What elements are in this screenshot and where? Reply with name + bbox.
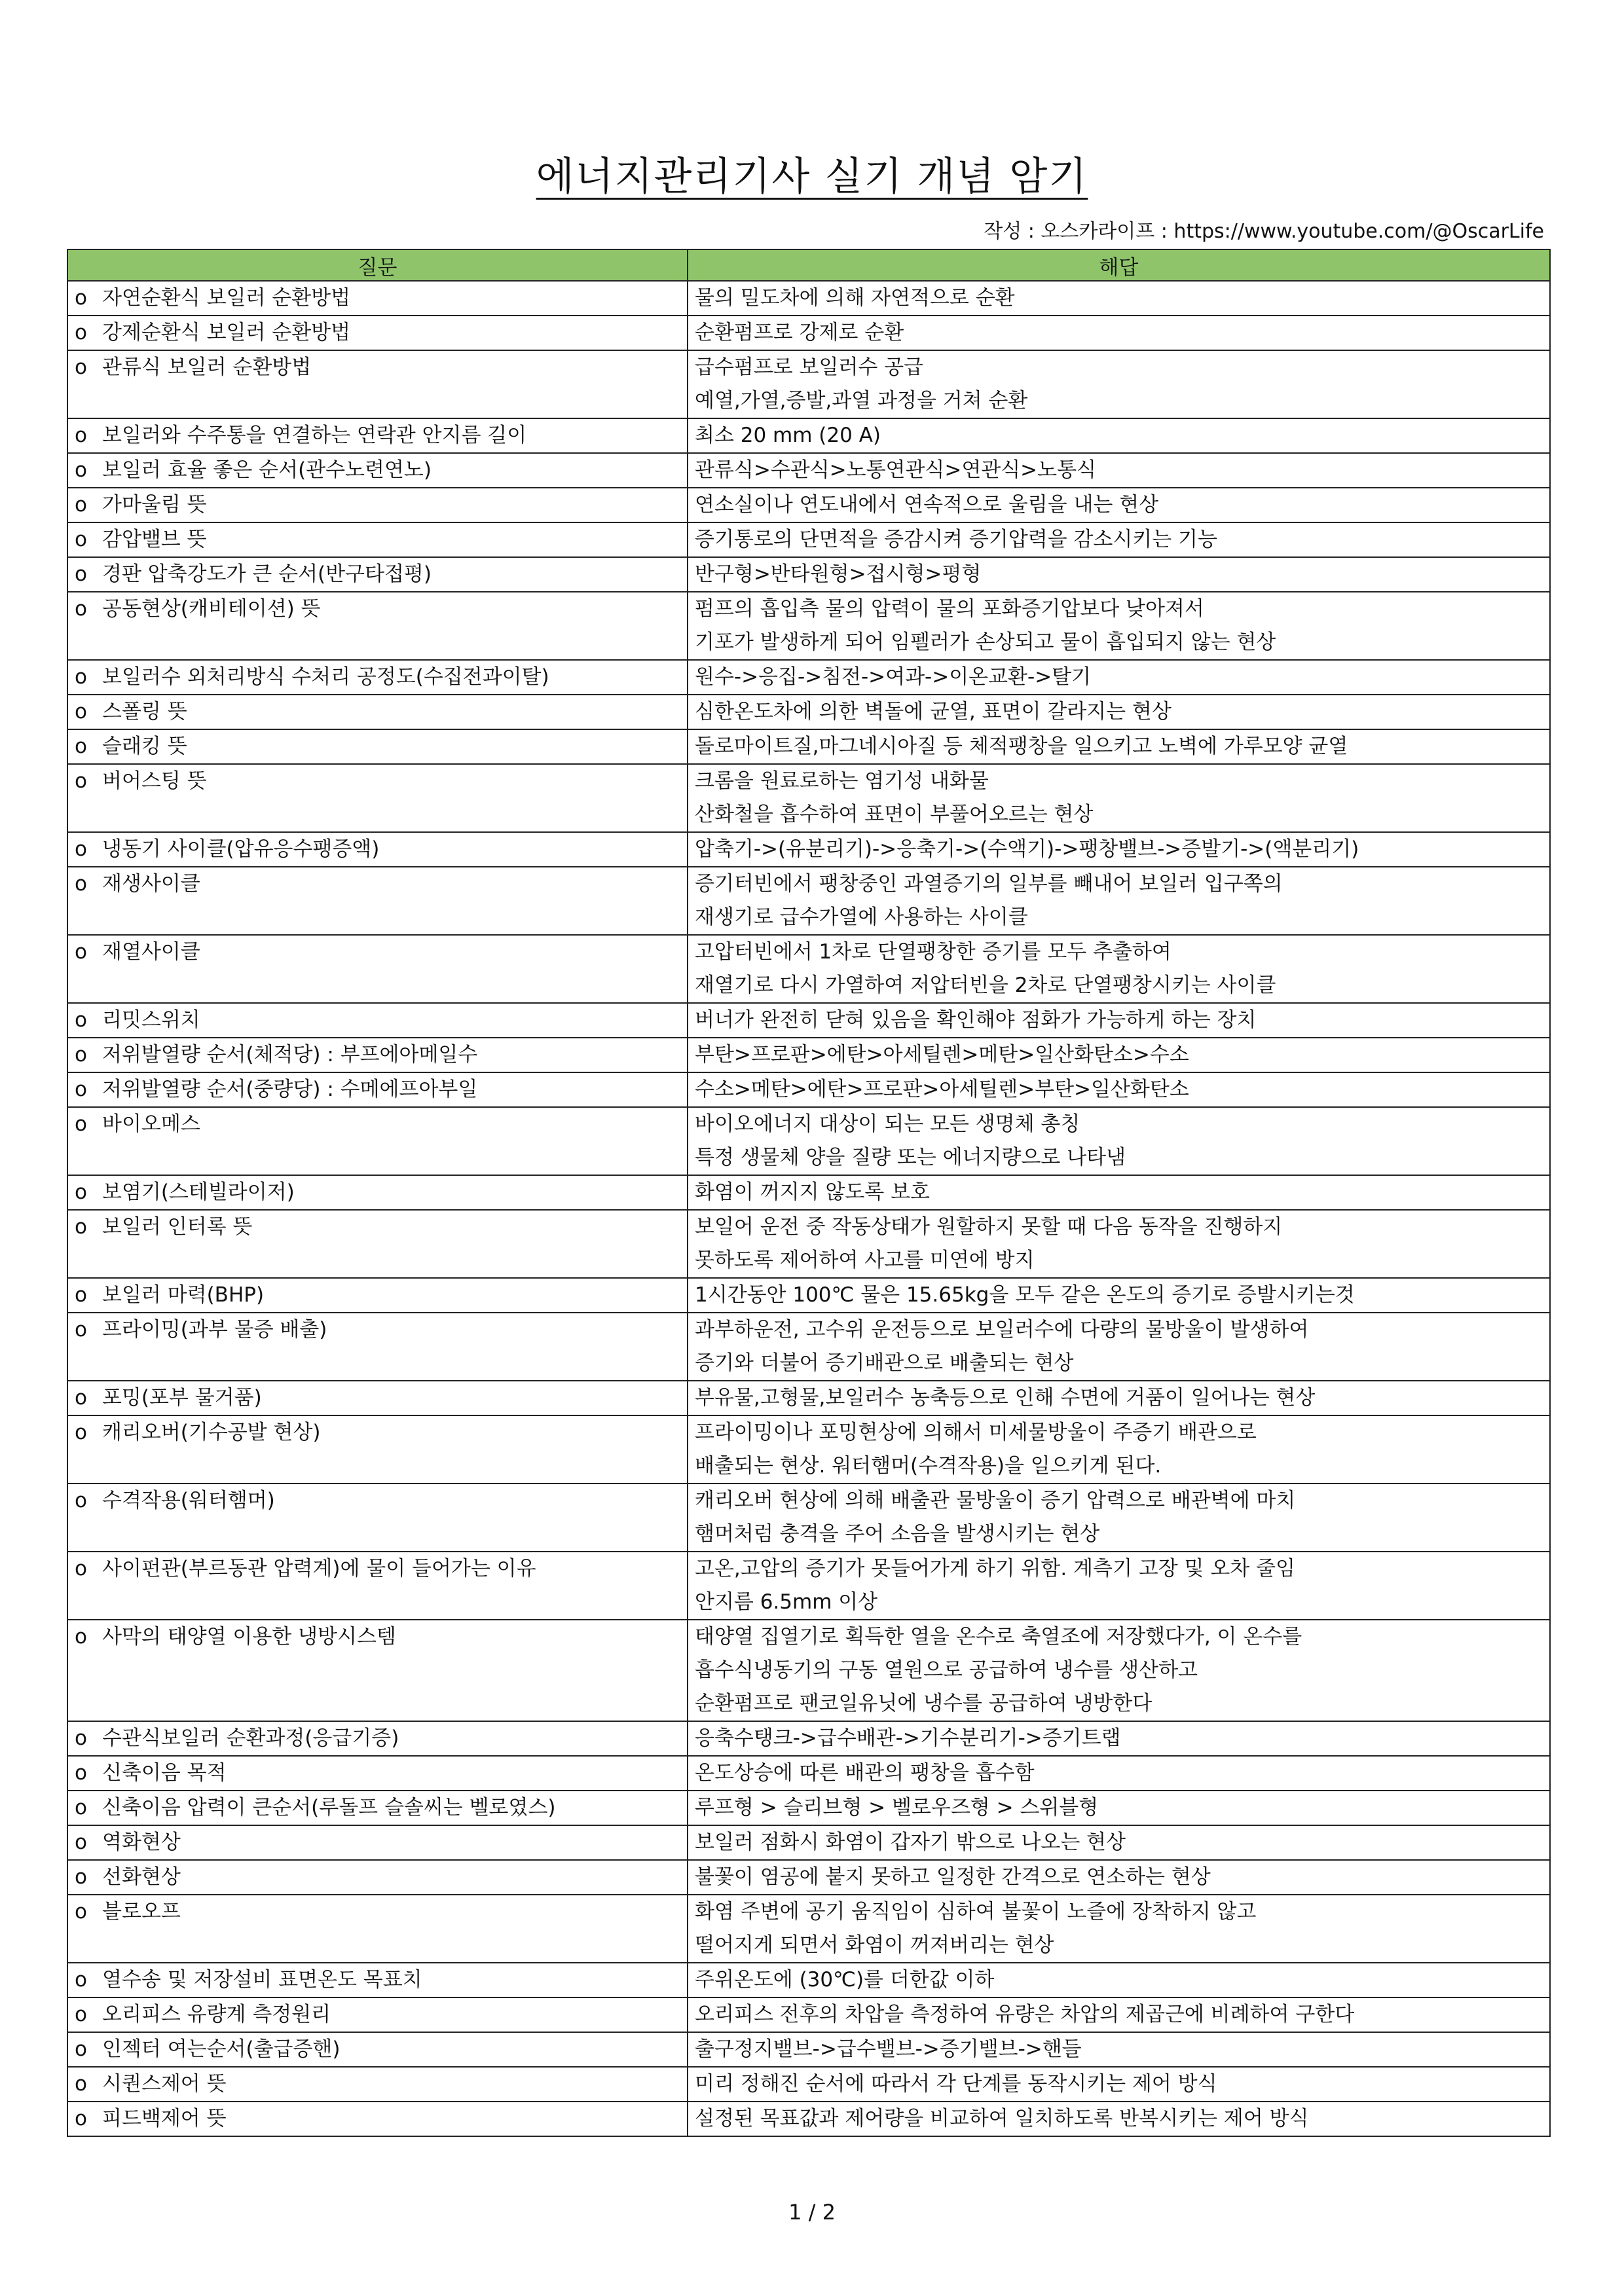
answer-line: 크롬을 원료로하는 염기성 내화물 <box>695 769 989 793</box>
question-cell <box>67 832 688 867</box>
question-text: 피드백제어 뜻 <box>102 2107 227 2130</box>
table-body <box>67 281 1550 2136</box>
table-row <box>67 557 1550 592</box>
question-text: 재생사이클 <box>102 872 200 896</box>
answer-line: 기포가 발생하게 되어 임펠러가 손상되고 물이 흡입되지 않는 현상 <box>695 630 1276 654</box>
answer-cell <box>688 1860 1550 1895</box>
question-cell <box>67 764 688 832</box>
answer-cell <box>688 488 1550 522</box>
answer-cell <box>688 2102 1550 2136</box>
answer-line: 압축기->(유분리기)->응축기->(수액기)->팽창밸브->증발기->(액분리기) <box>695 837 1359 861</box>
table-row <box>67 488 1550 522</box>
question-text: 가마울림 뜻 <box>102 493 207 517</box>
table-row <box>67 1484 1550 1552</box>
answer-line: 수소>메탄>에탄>프로판>아세틸렌>부탄>일산화탄소 <box>695 1078 1189 1101</box>
question-cell <box>67 418 688 453</box>
question-text: 선화현상 <box>102 1865 181 1889</box>
table-row <box>67 867 1550 935</box>
table-row <box>67 2032 1550 2067</box>
answer-line: 증기통로의 단면적을 증감시켜 증기압력을 감소시키는 기능 <box>695 528 1217 551</box>
answer-line: 고온,고압의 증기가 못들어가게 하기 위함. 계측기 고장 및 오차 줄임 <box>695 1557 1295 1580</box>
answer-line: 배출되는 현상. 워터햄머(수격작용)을 일으키게 된다. <box>695 1454 1162 1478</box>
question-cell <box>67 1895 688 1963</box>
answer-line: 펌프의 흡입측 물의 압력이 물의 포화증기압보다 낮아져서 <box>695 597 1204 621</box>
answer-cell <box>688 2067 1550 2102</box>
table-row <box>67 350 1550 418</box>
question-cell <box>67 729 688 764</box>
page-number: 1 / 2 <box>788 2200 836 2225</box>
table-header-row <box>67 249 1550 281</box>
answer-cell <box>688 1313 1550 1381</box>
bullet-icon: o <box>75 665 87 689</box>
table-row <box>67 1415 1550 1484</box>
header-question: 질문 <box>67 249 688 281</box>
question-text: 저위발열량 순서(체적당) : 부프에아메일수 <box>102 1043 478 1066</box>
table-row <box>67 592 1550 660</box>
bullet-icon: o <box>75 735 87 758</box>
answer-line: 보일어 운전 중 작동상태가 원할하지 못할 때 다음 동작을 진행하지 <box>695 1215 1283 1239</box>
answer-cell <box>688 592 1550 660</box>
table-row <box>67 832 1550 867</box>
answer-cell <box>688 832 1550 867</box>
bullet-icon: o <box>75 562 87 586</box>
answer-cell <box>688 1072 1550 1107</box>
bullet-icon: o <box>75 837 87 861</box>
question-text: 보일러 인터록 뜻 <box>102 1215 253 1239</box>
bullet-icon: o <box>75 286 87 310</box>
question-text: 보일러수 외처리방식 수처리 공정도(수집전과이탈) <box>102 665 549 689</box>
answer-cell <box>688 1552 1550 1620</box>
question-text: 냉동기 사이클(압유응수팽증액) <box>102 837 380 861</box>
table-row <box>67 1072 1550 1107</box>
answer-line: 재열기로 다시 가열하여 저압터빈을 2차로 단열팽창시키는 사이클 <box>695 974 1276 997</box>
answer-line: 떨어지게 되면서 화염이 꺼져버리는 현상 <box>695 1933 1054 1957</box>
bullet-icon: o <box>75 597 87 621</box>
answer-line: 버너가 완전히 닫혀 있음을 확인해야 점화가 가능하게 하는 장치 <box>695 1008 1257 1032</box>
question-text: 포밍(포부 물거품) <box>102 1386 262 1410</box>
answer-cell <box>688 1825 1550 1860</box>
bullet-icon: o <box>75 872 87 896</box>
table-row <box>67 695 1550 729</box>
bullet-icon: o <box>75 1318 87 1341</box>
question-text: 저위발열량 순서(중량당) : 수메에프아부일 <box>102 1078 478 1101</box>
answer-line: 화염 주변에 공기 움직임이 심하여 불꽃이 노즐에 장착하지 않고 <box>695 1900 1257 1923</box>
answer-line: 캐리오버 현상에 의해 배출관 물방울이 증기 압력으로 배관벽에 마치 <box>695 1489 1296 1512</box>
question-text: 바이오메스 <box>102 1112 200 1136</box>
answer-line: 흡수식냉동기의 구동 열원으로 공급하여 냉수를 생산하고 <box>695 1658 1198 1682</box>
bullet-icon: o <box>75 1831 87 1854</box>
question-cell <box>67 350 688 418</box>
answer-cell <box>688 1381 1550 1415</box>
answer-cell <box>688 2032 1550 2067</box>
table-row <box>67 1210 1550 1278</box>
question-cell <box>67 1210 688 1278</box>
question-text: 사이펀관(부르동관 압력계)에 물이 들어가는 이유 <box>102 1557 536 1580</box>
question-cell <box>67 453 688 488</box>
question-text: 인젝터 여는순서(출급증핸) <box>102 2037 341 2061</box>
answer-line: 프라이밍이나 포밍현상에 의해서 미세물방울이 주증기 배관으로 <box>695 1421 1257 1444</box>
answer-cell <box>688 695 1550 729</box>
question-text: 경판 압축강도가 큰 순서(반구타접평) <box>102 562 432 586</box>
question-text: 사막의 태양열 이용한 냉방시스템 <box>102 1625 396 1649</box>
qa-table <box>67 249 1551 2137</box>
answer-line: 온도상승에 따른 배관의 팽창을 흡수함 <box>695 1761 1035 1785</box>
question-text: 신축이음 목적 <box>102 1761 227 1785</box>
table-row <box>67 281 1550 316</box>
bullet-icon: o <box>75 528 87 551</box>
table-row <box>67 1175 1550 1210</box>
table-row <box>67 1381 1550 1415</box>
bullet-icon: o <box>75 458 87 482</box>
answer-cell <box>688 660 1550 695</box>
answer-cell <box>688 1107 1550 1175</box>
table-row <box>67 418 1550 453</box>
question-text: 보일러 마력(BHP) <box>102 1283 265 1307</box>
answer-cell <box>688 350 1550 418</box>
answer-cell <box>688 418 1550 453</box>
answer-cell <box>688 281 1550 316</box>
answer-cell <box>688 1997 1550 2032</box>
question-cell <box>67 1484 688 1552</box>
answer-line: 못하도록 제어하여 사고를 미연에 방지 <box>695 1248 1035 1272</box>
answer-line: 부탄>프로판>에탄>아세틸렌>메탄>일산화탄소>수소 <box>695 1043 1189 1066</box>
answer-cell <box>688 935 1550 1003</box>
answer-line: 보일러 점화시 화염이 갑자기 밖으로 나오는 현상 <box>695 1831 1126 1854</box>
answer-line: 최소 20 mm (20 A) <box>695 424 881 447</box>
bullet-icon: o <box>75 1900 87 1923</box>
bullet-icon: o <box>75 1625 87 1649</box>
bullet-icon: o <box>75 1078 87 1101</box>
bullet-icon: o <box>75 2037 87 2061</box>
answer-cell <box>688 1278 1550 1313</box>
bullet-icon: o <box>75 1180 87 1204</box>
table-row <box>67 1003 1550 1038</box>
question-cell <box>67 316 688 350</box>
question-text: 수격작용(워터햄머) <box>102 1489 275 1512</box>
question-text: 보일러 효율 좋은 순서(관수노련연노) <box>102 458 432 482</box>
question-text: 강제순환식 보일러 순환방법 <box>102 321 351 344</box>
table-row <box>67 522 1550 557</box>
question-cell <box>67 1997 688 2032</box>
question-cell <box>67 2102 688 2136</box>
question-text: 슬래킹 뜻 <box>102 735 187 758</box>
table-row <box>67 453 1550 488</box>
question-text: 공동현상(캐비테이션) 뜻 <box>102 597 321 621</box>
answer-line: 원수->응집->침전->여과->이온교환->탈기 <box>695 665 1092 689</box>
answer-line: 화염이 꺼지지 않도록 보호 <box>695 1180 930 1204</box>
answer-line: 연소실이나 연도내에서 연속적으로 울림을 내는 현상 <box>695 493 1159 517</box>
bullet-icon: o <box>75 700 87 723</box>
question-cell <box>67 660 688 695</box>
answer-cell <box>688 316 1550 350</box>
table-row <box>67 1107 1550 1175</box>
bullet-icon: o <box>75 1865 87 1889</box>
answer-cell <box>688 453 1550 488</box>
bullet-icon: o <box>75 1557 87 1580</box>
answer-cell <box>688 1003 1550 1038</box>
table-row <box>67 316 1550 350</box>
question-cell <box>67 1963 688 1997</box>
answer-cell <box>688 729 1550 764</box>
table-row <box>67 2067 1550 2102</box>
question-text: 관류식 보일러 순환방법 <box>102 355 312 379</box>
question-cell <box>67 2067 688 2102</box>
question-text: 시퀀스제어 뜻 <box>102 2072 227 2096</box>
header-answer: 해답 <box>688 249 1550 281</box>
answer-line: 산화철을 흡수하여 표면이 부풀어오르는 현상 <box>695 803 1094 826</box>
answer-line: 관류식>수관식>노통연관식>연관식>노통식 <box>695 458 1096 482</box>
answer-line: 순환펌프로 강제로 순환 <box>695 321 904 344</box>
bullet-icon: o <box>75 321 87 344</box>
question-text: 프라이밍(과부 물증 배출) <box>102 1318 327 1341</box>
question-text: 캐리오버(기수공발 현상) <box>102 1421 321 1444</box>
question-cell <box>67 1860 688 1895</box>
answer-line: 미리 정해진 순서에 따라서 각 단계를 동작시키는 제어 방식 <box>695 2072 1217 2096</box>
question-cell <box>67 1415 688 1484</box>
answer-line: 오리피스 전후의 차압을 측정하여 유량은 차압의 제곱근에 비례하여 구한다 <box>695 2003 1355 2026</box>
question-cell <box>67 1552 688 1620</box>
answer-cell <box>688 764 1550 832</box>
answer-line: 부유물,고형물,보일러수 농축등으로 인해 수면에 거품이 일어나는 현상 <box>695 1386 1316 1410</box>
bullet-icon: o <box>75 1386 87 1410</box>
bullet-icon: o <box>75 1215 87 1239</box>
table-row <box>67 764 1550 832</box>
answer-cell <box>688 1415 1550 1484</box>
table-row <box>67 1038 1550 1072</box>
answer-line: 증기와 더불어 증기배관으로 배출되는 현상 <box>695 1351 1074 1375</box>
question-cell <box>67 1791 688 1825</box>
answer-cell <box>688 1963 1550 1997</box>
question-cell <box>67 867 688 935</box>
answer-line: 출구정지밸브->급수밸브->증기밸브->핸들 <box>695 2037 1082 2061</box>
question-text: 보염기(스테빌라이저) <box>102 1180 295 1204</box>
answer-cell <box>688 557 1550 592</box>
answer-cell <box>688 1620 1550 1721</box>
question-text: 리밋스위치 <box>102 1008 200 1032</box>
answer-line: 고압터빈에서 1차로 단열팽창한 증기를 모두 추출하여 <box>695 940 1172 964</box>
table-row <box>67 1313 1550 1381</box>
bullet-icon: o <box>75 493 87 517</box>
answer-line: 햄머처럼 충격을 주어 소음을 발생시키는 현상 <box>695 1522 1100 1546</box>
answer-line: 응축수탱크->급수배관->기수분리기->증기트랩 <box>695 1726 1121 1750</box>
answer-line: 심한온도차에 의한 벽돌에 균열, 표면이 갈라지는 현상 <box>695 700 1172 723</box>
author-line: 작성 : 오스카라이프 : https://www.youtube.com/@OscarLife <box>984 220 1544 243</box>
question-cell <box>67 522 688 557</box>
answer-line: 특정 생물체 양을 질량 또는 에너지량으로 나타냄 <box>695 1146 1126 1169</box>
bullet-icon: o <box>75 1112 87 1136</box>
answer-line: 반구형>반타원형>접시형>평형 <box>695 562 982 586</box>
table-row <box>67 1620 1550 1721</box>
question-text: 보일러와 수주통을 연결하는 연락관 안지름 길이 <box>102 424 527 447</box>
bullet-icon: o <box>75 1043 87 1066</box>
answer-line: 재생기로 급수가열에 사용하는 사이클 <box>695 905 1028 929</box>
page-title-text: 에너지관리기사 실기 개념 암기 <box>536 154 1088 200</box>
question-cell <box>67 1278 688 1313</box>
question-text: 신축이음 압력이 큰순서(루돌프 슬솔씨는 벨로였스) <box>102 1796 556 1819</box>
answer-cell <box>688 1038 1550 1072</box>
question-text: 재열사이클 <box>102 940 200 964</box>
bullet-icon: o <box>75 940 87 964</box>
question-text: 자연순환식 보일러 순환방법 <box>102 286 351 310</box>
page-title <box>0 145 1624 202</box>
question-cell <box>67 1038 688 1072</box>
answer-line: 바이오에너지 대상이 되는 모든 생명체 총칭 <box>695 1112 1080 1136</box>
bullet-icon: o <box>75 2072 87 2096</box>
answer-cell <box>688 1895 1550 1963</box>
table-row <box>67 1825 1550 1860</box>
bullet-icon: o <box>75 2107 87 2130</box>
table-row <box>67 1860 1550 1895</box>
question-text: 오리피스 유량계 측정원리 <box>102 2003 331 2026</box>
question-cell <box>67 1381 688 1415</box>
bullet-icon: o <box>75 1421 87 1444</box>
question-cell <box>67 1175 688 1210</box>
question-cell <box>67 2032 688 2067</box>
answer-line: 예열,가열,증발,과열 과정을 거쳐 순환 <box>695 389 1028 412</box>
question-cell <box>67 1107 688 1175</box>
question-cell <box>67 557 688 592</box>
question-text: 열수송 및 저장설비 표면온도 목표치 <box>102 1968 422 1992</box>
answer-cell <box>688 522 1550 557</box>
table-row <box>67 1895 1550 1963</box>
question-text: 스폴링 뜻 <box>102 700 187 723</box>
answer-line: 태양열 집열기로 획득한 열을 온수로 축열조에 저장했다가, 이 온수를 <box>695 1625 1302 1649</box>
answer-line: 1시간동안 100℃ 물은 15.65kg을 모두 같은 온도의 증기로 증발시키는것 <box>695 1283 1355 1307</box>
question-cell <box>67 1003 688 1038</box>
answer-line: 돌로마이트질,마그네시아질 등 체적팽창을 일으키고 노벽에 가루모양 균열 <box>695 735 1348 758</box>
table-row <box>67 1721 1550 1756</box>
bullet-icon: o <box>75 1008 87 1032</box>
bullet-icon: o <box>75 1968 87 1992</box>
question-cell <box>67 1825 688 1860</box>
bullet-icon: o <box>75 1489 87 1512</box>
answer-cell <box>688 1721 1550 1756</box>
answer-line: 설정된 목표값과 제어량을 비교하여 일치하도록 반복시키는 제어 방식 <box>695 2107 1309 2130</box>
answer-line: 증기터빈에서 팽창중인 과열증기의 일부를 빼내어 보일러 입구쪽의 <box>695 872 1283 896</box>
bullet-icon: o <box>75 1726 87 1750</box>
bullet-icon: o <box>75 424 87 447</box>
table-row <box>67 2102 1550 2136</box>
question-cell <box>67 695 688 729</box>
answer-cell <box>688 867 1550 935</box>
answer-line: 불꽃이 염공에 붙지 못하고 일정한 간격으로 연소하는 현상 <box>695 1865 1211 1889</box>
question-cell <box>67 488 688 522</box>
question-text: 역화현상 <box>102 1831 181 1854</box>
question-text: 수관식보일러 순환과정(응급기증) <box>102 1726 399 1750</box>
bullet-icon: o <box>75 1796 87 1819</box>
question-text: 블로오프 <box>102 1900 181 1923</box>
table-row <box>67 1963 1550 1997</box>
table-row <box>67 729 1550 764</box>
answer-cell <box>688 1791 1550 1825</box>
question-cell <box>67 1721 688 1756</box>
answer-line: 주위온도에 (30℃)를 더한값 이하 <box>695 1968 995 1992</box>
table-row <box>67 1791 1550 1825</box>
question-text: 버어스팅 뜻 <box>102 769 207 793</box>
question-cell <box>67 592 688 660</box>
table-row <box>67 1552 1550 1620</box>
answer-line: 루프형 > 슬리브형 > 벨로우즈형 > 스위블형 <box>695 1796 1099 1819</box>
question-cell <box>67 1620 688 1721</box>
answer-cell <box>688 1210 1550 1278</box>
question-cell <box>67 1313 688 1381</box>
question-cell <box>67 1072 688 1107</box>
bullet-icon: o <box>75 2003 87 2026</box>
answer-line: 안지름 6.5mm 이상 <box>695 1590 878 1614</box>
table-row <box>67 1756 1550 1791</box>
bullet-icon: o <box>75 1761 87 1785</box>
bullet-icon: o <box>75 1283 87 1307</box>
table-row <box>67 660 1550 695</box>
answer-line: 과부하운전, 고수위 운전등으로 보일러수에 다량의 물방울이 발생하여 <box>695 1318 1309 1341</box>
question-cell <box>67 935 688 1003</box>
answer-cell <box>688 1756 1550 1791</box>
table-row <box>67 935 1550 1003</box>
answer-line: 순환펌프로 팬코일유닛에 냉수를 공급하여 냉방한다 <box>695 1692 1153 1715</box>
answer-cell <box>688 1175 1550 1210</box>
bullet-icon: o <box>75 769 87 793</box>
answer-cell <box>688 1484 1550 1552</box>
question-cell <box>67 1756 688 1791</box>
question-text: 감압밸브 뜻 <box>102 528 207 551</box>
question-cell <box>67 281 688 316</box>
answer-line: 급수펌프로 보일러수 공급 <box>695 355 924 379</box>
answer-line: 물의 밀도차에 의해 자연적으로 순환 <box>695 286 1015 310</box>
table-row <box>67 1997 1550 2032</box>
table-row <box>67 1278 1550 1313</box>
bullet-icon: o <box>75 355 87 379</box>
